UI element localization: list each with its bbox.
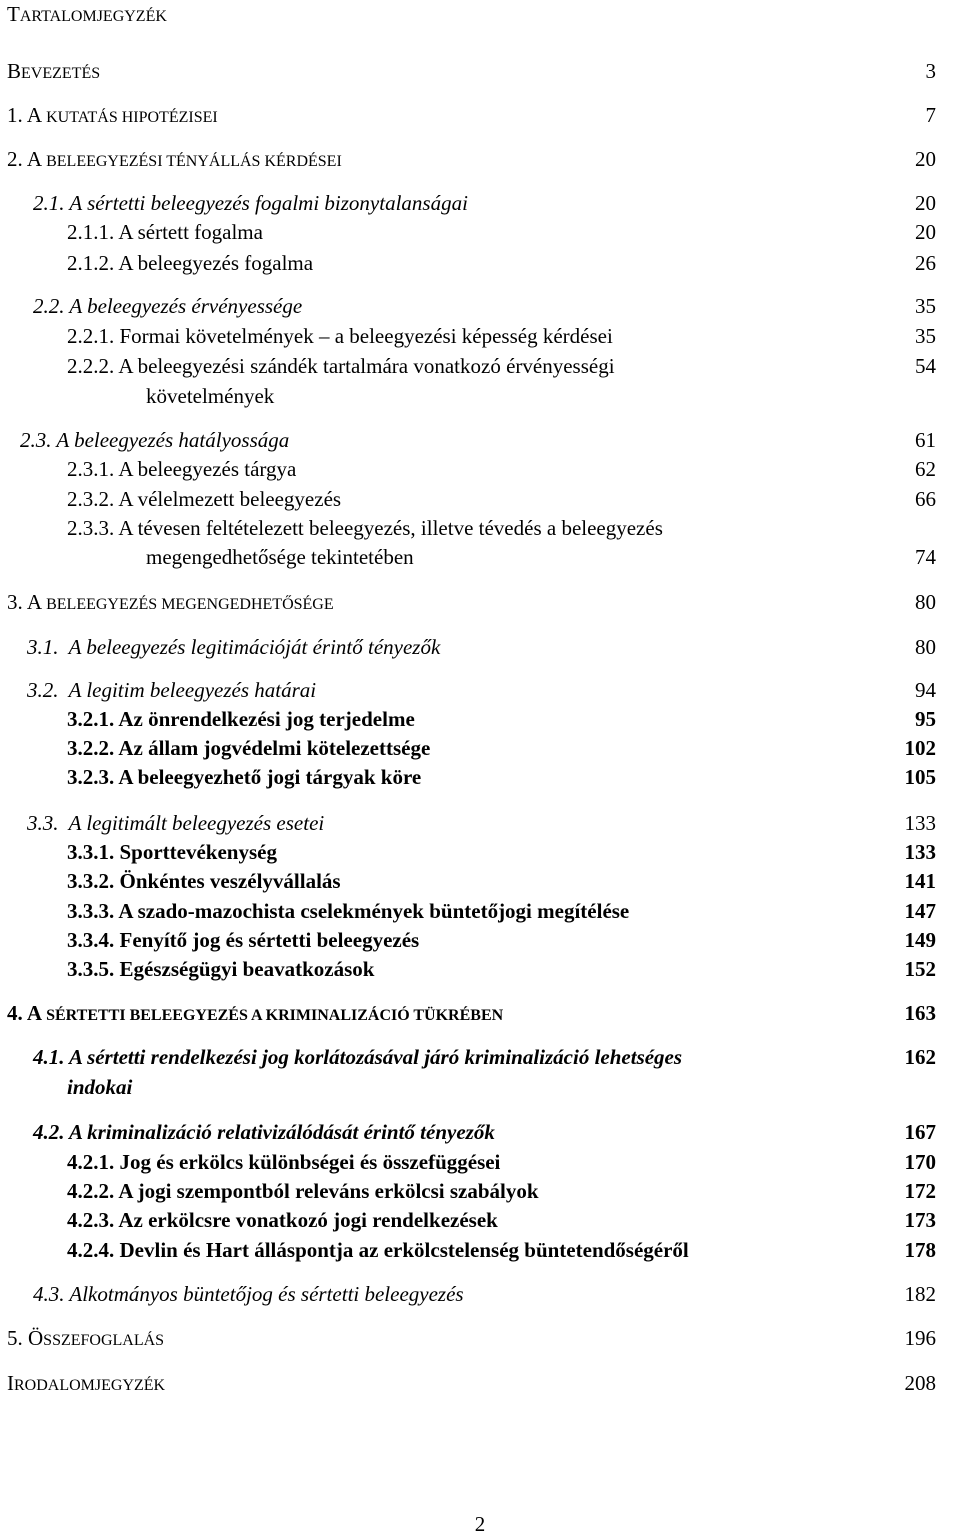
toc-entry-3-3-5[interactable]: 3.3.5. Egészségügyi beavatkozások — [67, 957, 375, 981]
toc-entry-4[interactable] — [7, 1003, 503, 1024]
toc-entry-4-3[interactable]: 4.3. Alkotmányos büntetőjog és sértetti beleegyezés — [33, 1282, 464, 1306]
toc-entry-4-2-4[interactable]: 4.2.4. Devlin és Hart álláspontja az erkölcstelenség büntetendőségéről — [67, 1238, 689, 1262]
toc-page-4-2-2: 172 — [904, 1179, 936, 1203]
toc-entry-2-2-1[interactable]: 2.2.1. Formai követelmények – a beleegyezési képesség kérdései — [67, 324, 613, 348]
toc-page-2-3-3: 74 — [915, 545, 936, 569]
toc-page-3-3-1: 133 — [904, 840, 936, 864]
toc-entry-initial: 4. A — [7, 1001, 47, 1025]
toc-page-bevezetes: 3 — [925, 59, 936, 83]
toc-entry-initial: 5. Ö — [7, 1326, 44, 1350]
toc-entry-1[interactable] — [7, 105, 218, 126]
toc-entry-4-2-1[interactable]: 4.2.1. Jog és erkölcs különbségei és összefüggései — [67, 1150, 501, 1174]
toc-page-4-2-1: 170 — [904, 1150, 936, 1174]
toc-entry-3-3-2[interactable]: 3.3.2. Önkéntes veszélyvállalás — [67, 869, 341, 893]
toc-entry-2-2-2[interactable]: 2.2.2. A beleegyezési szándék tartalmára vonatkozó érvényességi — [67, 354, 615, 378]
toc-entry-3-3-1[interactable]: 3.3.1. Sporttevékenység — [67, 840, 277, 864]
toc-title-rest: ARTALOMJEGYZÉK — [19, 8, 167, 25]
toc-page-4-2-4: 178 — [904, 1238, 936, 1262]
toc-entry-3-3-3[interactable]: 3.3.3. A szado-mazochista cselekmények büntetőjogi megítélése — [67, 899, 630, 923]
toc-entry-5[interactable] — [7, 1328, 164, 1349]
toc-entry-2-3-2[interactable]: 2.3.2. A vélelmezett beleegyezés — [67, 487, 342, 511]
toc-page-1: 7 — [925, 103, 936, 127]
toc-page-3-3-5: 152 — [904, 957, 936, 981]
toc-entry-2-3-3-cont: megengedhetősége tekintetében — [146, 545, 414, 569]
toc-entry-irodalomjegyzek[interactable] — [7, 1373, 165, 1394]
toc-entry-3-2-2[interactable]: 3.2.2. Az állam jogvédelmi kötelezettsége — [67, 736, 431, 760]
toc-page-3-2: 94 — [915, 678, 936, 702]
toc-entry-initial: 3. A — [7, 590, 47, 614]
toc-page-4-2-3: 173 — [904, 1208, 936, 1232]
toc-page-3-3: 133 — [904, 811, 936, 835]
toc-entry-initial: I — [7, 1371, 14, 1395]
toc-entry-label: SSZEFOGLALÁS — [43, 1332, 165, 1349]
toc-page-3-3-4: 149 — [904, 928, 936, 952]
toc-page-2-2-1: 35 — [915, 324, 936, 348]
toc-entry-2-1-1[interactable]: 2.1.1. A sértett fogalma — [67, 220, 263, 244]
toc-entry-label: BELEEGYEZÉSI TÉNYÁLLÁS KÉRDÉSEI — [46, 153, 342, 170]
toc-page-3-2-1: 95 — [915, 707, 936, 731]
toc-entry-3-2[interactable]: 3.2. A legitim beleegyezés határai — [27, 678, 317, 702]
toc-entry-4-1-cont: indokai — [67, 1075, 133, 1099]
toc-page-2-1-2: 26 — [915, 251, 936, 275]
toc-page-2-3-1: 62 — [915, 457, 936, 481]
toc-page-2-1-1: 20 — [915, 220, 936, 244]
toc-page-3: 80 — [915, 590, 936, 614]
toc-entry-3-1[interactable]: 3.1. A beleegyezés legitimációját érintő tényezők — [27, 635, 441, 659]
toc-entry-2-2-2-cont: követelmények — [146, 384, 275, 408]
toc-title — [7, 4, 167, 25]
toc-page-irodalomjegyzek: 208 — [904, 1371, 936, 1395]
toc-page-2-1: 20 — [915, 191, 936, 215]
toc-page-3-2-3: 105 — [904, 765, 936, 789]
toc-entry-initial: B — [7, 59, 22, 83]
toc-page-2: 20 — [915, 147, 936, 171]
toc-entry-3-2-3[interactable]: 3.2.3. A beleegyezhető jogi tárgyak köre — [67, 765, 422, 789]
toc-entry-2-3-3[interactable]: 2.3.3. A tévesen feltételezett beleegyezés, illetve tévedés a beleegyezés — [67, 516, 663, 540]
toc-page-2-3: 61 — [915, 428, 936, 452]
toc-entry-2-3[interactable]: 2.3. A beleegyezés hatályossága — [20, 428, 290, 452]
toc-page-3-3-2: 141 — [904, 869, 936, 893]
toc-entry-label: BELEEGYEZÉS MEGENGEDHETŐSÉGE — [46, 596, 334, 613]
toc-page-2-2: 35 — [915, 294, 936, 318]
toc-page-3-1: 80 — [915, 635, 936, 659]
toc-entry-2-2[interactable]: 2.2. A beleegyezés érvényessége — [33, 294, 303, 318]
toc-entry-3-3[interactable]: 3.3. A legitimált beleegyezés esetei — [27, 811, 325, 835]
toc-page-2-3-2: 66 — [915, 487, 936, 511]
toc-page-4-3: 182 — [904, 1282, 936, 1306]
toc-page-2-2-2: 54 — [915, 354, 936, 378]
toc-entry-label: KUTATÁS HIPOTÉZISEI — [46, 109, 218, 126]
toc-entry-4-2-3[interactable]: 4.2.3. Az erkölcsre vonatkozó jogi rendelkezések — [67, 1208, 498, 1232]
toc-entry-4-2-2[interactable]: 4.2.2. A jogi szempontból releváns erkölcsi szabályok — [67, 1179, 539, 1203]
toc-entry-initial: 2. A — [7, 147, 47, 171]
toc-entry-4-2[interactable]: 4.2. A kriminalizáció relativizálódását érintő tényezők — [33, 1120, 495, 1144]
toc-entry-2[interactable] — [7, 149, 342, 170]
toc-entry-2-1-2[interactable]: 2.1.2. A beleegyezés fogalma — [67, 251, 314, 275]
toc-entry-3[interactable] — [7, 592, 334, 613]
toc-entry-2-3-1[interactable]: 2.3.1. A beleegyezés tárgya — [67, 457, 297, 481]
toc-page-4-2: 167 — [904, 1120, 936, 1144]
toc-entry-3-3-4[interactable]: 3.3.4. Fenyítő jog és sértetti beleegyezés — [67, 928, 420, 952]
toc-page-4: 163 — [904, 1001, 936, 1025]
toc-entry-4-1[interactable]: 4.1. A sértetti rendelkezési jog korlátozásával járó kriminalizáció lehetséges — [33, 1045, 683, 1069]
page-number: 2 — [474, 1512, 486, 1536]
toc-page-3-2-2: 102 — [904, 736, 936, 760]
toc-entry-label: RODALOMJEGYZÉK — [14, 1377, 166, 1394]
toc-entry-3-2-1[interactable]: 3.2.1. Az önrendelkezési jog terjedelme — [67, 707, 415, 731]
toc-entry-label: SÉRTETTI BELEEGYEZÉS A KRIMINALIZÁCIÓ TÜKRÉBEN — [46, 1007, 504, 1024]
toc-entry-label: EVEZETÉS — [21, 65, 101, 82]
toc-title-initial: T — [7, 2, 20, 26]
toc-entry-initial: 1. A — [7, 103, 47, 127]
toc-entry-bevezetes[interactable] — [7, 61, 100, 82]
toc-page-4-1: 162 — [904, 1045, 936, 1069]
toc-page-5: 196 — [904, 1326, 936, 1350]
toc-entry-2-1[interactable]: 2.1. A sértetti beleegyezés fogalmi bizonytalanságai — [33, 191, 468, 215]
toc-page-3-3-3: 147 — [904, 899, 936, 923]
